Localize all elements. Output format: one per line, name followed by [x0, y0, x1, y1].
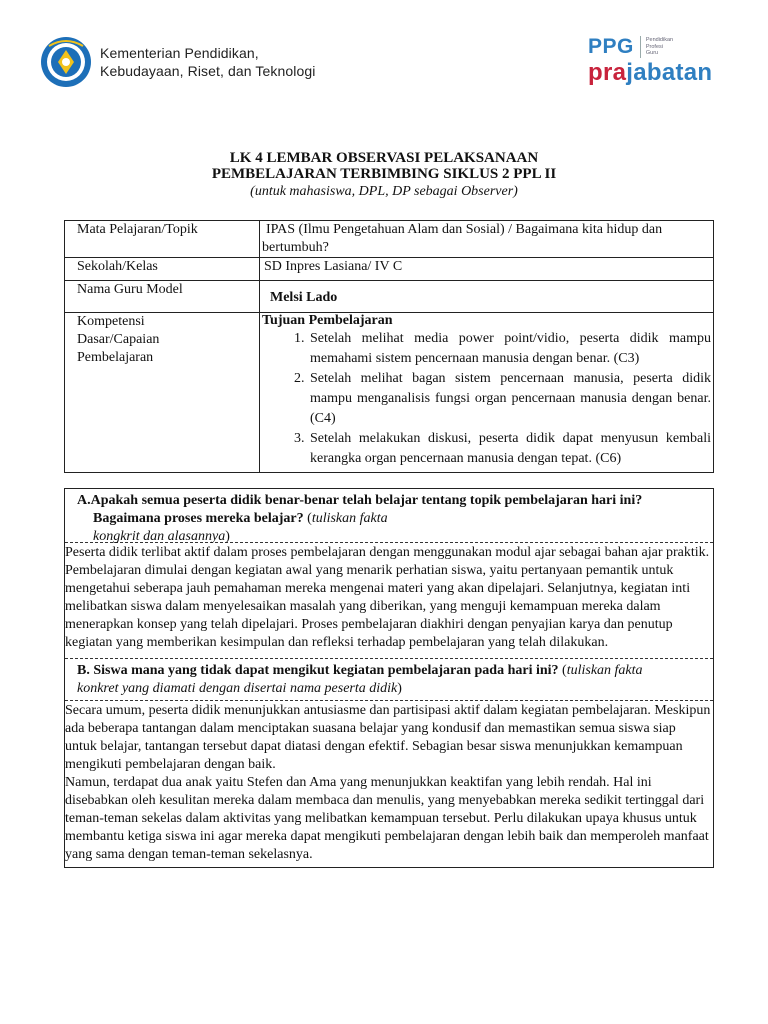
competence-label: Kompetensi Dasar/Capaian Pembelajaran — [65, 313, 260, 473]
answer-b-paragraph-1: Secara umum, peserta didik menunjukkan antusiasme dan partisipasi aktif dalam kegiatan pembelajaran. Meskipun ada beberapa tantangan dalam menciptakan suasana belajar yang kondusif dan memastikan semua siswa siap untuk belajar, tantangan tersebut dapat diatasi dengan efektif. Sebagian besar siswa menunjukkan kemampuan mengikuti pembelajaran dengan baik. — [65, 703, 711, 772]
answer-b-paragraph-2: Namun, terdapat dua anak yaitu Stefen dan Ama yang menunjukkan keaktifan yang lebih rendah. Hal ini disebabkan oleh kesulitan mereka dalam membaca dan menulis, yang menyebabkan mereka sedikit tertinggal dari teman-teman sekelas dalam aktivitas yang melibatkan kemampuan tersebut. Perlu dilakukan upaya khusus untuk membantu ketiga siswa ini agar mereka dapat mengikuti pembelajaran dengan lebih baik dan memperoleh manfaat yang sama dengan teman-teman sekelasnya. — [65, 775, 709, 862]
answer-a — [65, 542, 713, 658]
list-item: 2. Setelah melihat bagan sistem pencernaan manusia, peserta didik mampu menganalisis fungsi organ pencernaan manusia dengan benar. (C4) — [308, 369, 711, 429]
table-row — [65, 281, 714, 313]
question-b-hint-2: konkret yang diamati dengan disertai nama peserta didik — [77, 681, 398, 696]
ministry-name-line-2: Kebudayaan, Riset, dan Teknologi — [100, 63, 316, 79]
question-a: A.Apakah semua peserta didik benar-benar telah belajar tentang topik pembelajaran hari ini? Bagaimana proses mereka belajar? (tuliskan fakta kongkrit dan alasannya) — [77, 493, 643, 544]
question-b-text: B. Siswa mana yang tidak dapat mengikut kegiatan pembelajaran pada hari ini? — [77, 663, 559, 678]
subject-value: IPAS (Ilmu Pengetahuan Alam dan Sosial) / Bagaimana kita hidup dan bertumbuh? — [260, 221, 714, 258]
title-line-2: PEMBELAJARAN TERBIMBING SIKLUS 2 PPL II — [211, 166, 557, 182]
table-row — [65, 258, 714, 281]
ppg-prajabatan-logo — [588, 36, 728, 92]
school-value: SD Inpres Lasiana/ IV C — [260, 258, 714, 281]
ppg-abbreviation: PPG — [588, 35, 634, 58]
question-a-text-2: Bagaimana proses mereka belajar? — [93, 511, 304, 526]
document-title — [0, 150, 768, 201]
question-b-hint-1: tuliskan fakta — [566, 663, 643, 678]
teacher-value: Melsi Lado — [260, 281, 714, 313]
tut-wuri-handayani-emblem-icon — [40, 36, 92, 88]
objectives-heading: Tujuan Pembelajaran — [262, 313, 393, 328]
title-line-1: LK 4 LEMBAR OBSERVASI PELAKSANAAN — [229, 150, 539, 166]
objectives-cell — [260, 313, 714, 473]
table-row — [65, 221, 714, 258]
question-a-hint-1: tuliskan fakta — [311, 511, 388, 526]
prajabatan-wordmark: prajabatan — [588, 59, 713, 86]
question-a-text: A.Apakah semua peserta didik benar-benar telah belajar tentang topik pembelajaran hari ini? — [77, 493, 643, 508]
question-b: B. Siswa mana yang tidak dapat mengikut kegiatan pembelajaran pada hari ini? (tuliskan fakta konkret yang diamati dengan disertai nama peserta didik) — [65, 658, 713, 700]
teacher-label: Nama Guru Model — [65, 281, 260, 313]
ppg-description: Pendidikan Profesi Guru — [645, 37, 674, 57]
objectives-list — [262, 329, 711, 469]
list-item: 3. Setelah melakukan diskusi, peserta didik dapat menyusun kembali kerangka organ pencernaan manusia dengan tepat. (C6) — [308, 429, 711, 469]
subject-label: Mata Pelajaran/Topik — [65, 221, 260, 258]
ministry-logo-block — [40, 36, 315, 88]
ministry-name-line-1: Kementerian Pendidikan, — [100, 45, 259, 61]
title-subtitle: (untuk mahasiswa, DPL, DP sebagai Observer) — [250, 184, 518, 199]
answer-b — [65, 700, 713, 864]
table-row — [65, 313, 714, 473]
question-a-hint-2: kongkrit dan alasannya — [93, 529, 226, 544]
ppg-divider — [640, 36, 641, 58]
answer-a-text: Peserta didik terlibat aktif dalam proses pembelajaran dengan menggunakan modul ajar sebagai bahan ajar praktik. Pembelajaran dimulai dengan kegiatan awal yang menarik perhatian siswa, yaitu pertanyaan pemantik untuk mengetahui seberapa jauh pemahaman mereka mengenai materi yang akan dipelajari. Selanjutnya, kegiatan inti melibatkan siswa dalam menyelesaikan masalah yang diberikan, yang menguji kemampuan mereka dalam menerapkan konsep yang telah dipelajari. Proses pembelajaran diakhiri dengan penyajian karya dan penutup kegiatan yang memberikan kesimpulan dan refleksi terhadap pembelajaran yang telah dilakukan. — [65, 545, 710, 650]
school-label: Sekolah/Kelas — [65, 258, 260, 281]
observation-questions-box — [64, 488, 714, 868]
lesson-info-table — [64, 220, 714, 473]
list-item: 1. Setelah melihat media power point/vidio, peserta didik mampu memahami sistem pencernaan manusia dengan benar. (C3) — [308, 329, 711, 369]
